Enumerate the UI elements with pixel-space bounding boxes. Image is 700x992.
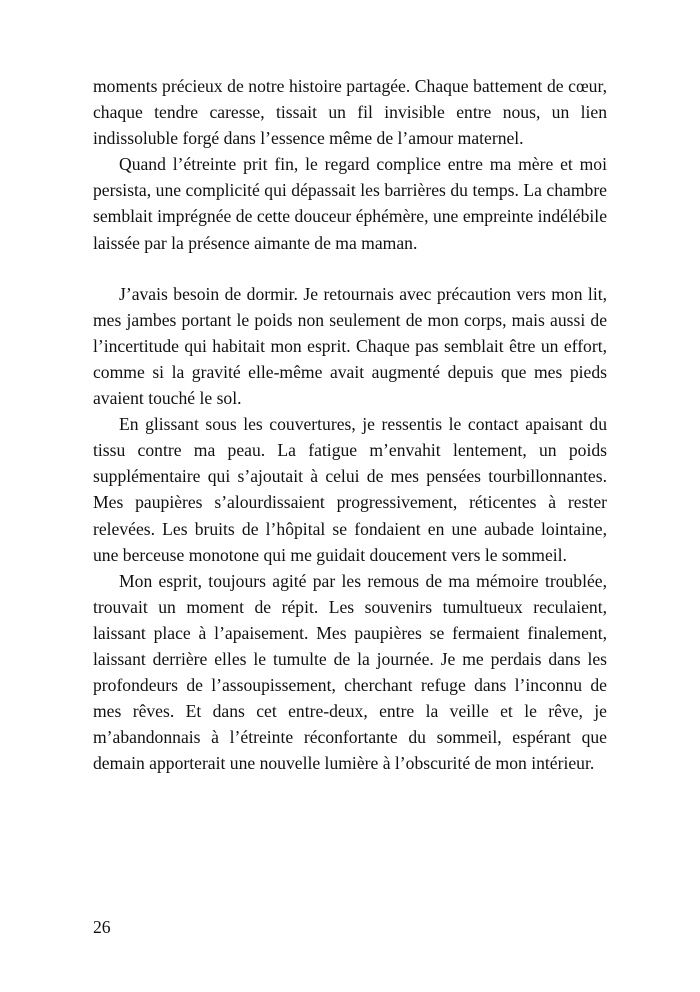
paragraph: Quand l’étreinte prit fin, le regard complice entre ma mère et moi persista, une complicité qui dépassait les barrières du temps. La chambre semblait imprégnée de cette douceur éphémère, une empreinte indélébile laissée par la présence aimante de ma maman.: [93, 154, 607, 253]
paragraph: En glissant sous les couvertures, je ressentis le contact apaisant du tissu contre ma peau. La fatigue m’envahit lentement, un poids supplémentaire qui s’ajoutait à celui de mes pensées tourbillonnantes. Mes paupières s’alourdissaient progressivement, réticentes à rester relevées. Les bruits de l’hôpital se fondaient en une aubade lointaine, une berceuse monotone qui me guidait doucement vers le sommeil.: [93, 414, 607, 565]
paragraph-continued: moments précieux de notre histoire partagée. Chaque battement de cœur, chaque tendre caresse, tissait un fil invisible entre nous, un lien indissoluble forgé dans l’essence même de l’amour maternel.: [93, 76, 607, 149]
page-body-text: [93, 73, 607, 776]
paragraph: Mon esprit, toujours agité par les remous de ma mémoire troublée, trouvait un moment de répit. Les souvenirs tumultueux reculaient, laissant place à l’apaisement. Mes paupières se fermaient finalement, laissant derrière elles le tumulte de la journée. Je me perdais dans les profondeurs de l’assoupissement, cherchant refuge dans l’inconnu de mes rêves. Et dans cet entre-deux, entre la veille et le rêve, je m’abandonnais à l’étreinte réconfortante du sommeil, espérant que demain apporterait une nouvelle lumière à l’obscurité de mon intérieur.: [93, 570, 607, 774]
paragraph-section-start: J’avais besoin de dormir. Je retournais avec précaution vers mon lit, mes jambes portant le poids non seulement de mon corps, mais aussi de l’incertitude qui habitait mon esprit. Chaque pas semblait être un effort, comme si la gravité elle-même avait augmenté depuis que mes pieds avaient touché le sol.: [93, 283, 607, 409]
page-number: 26: [93, 917, 111, 937]
